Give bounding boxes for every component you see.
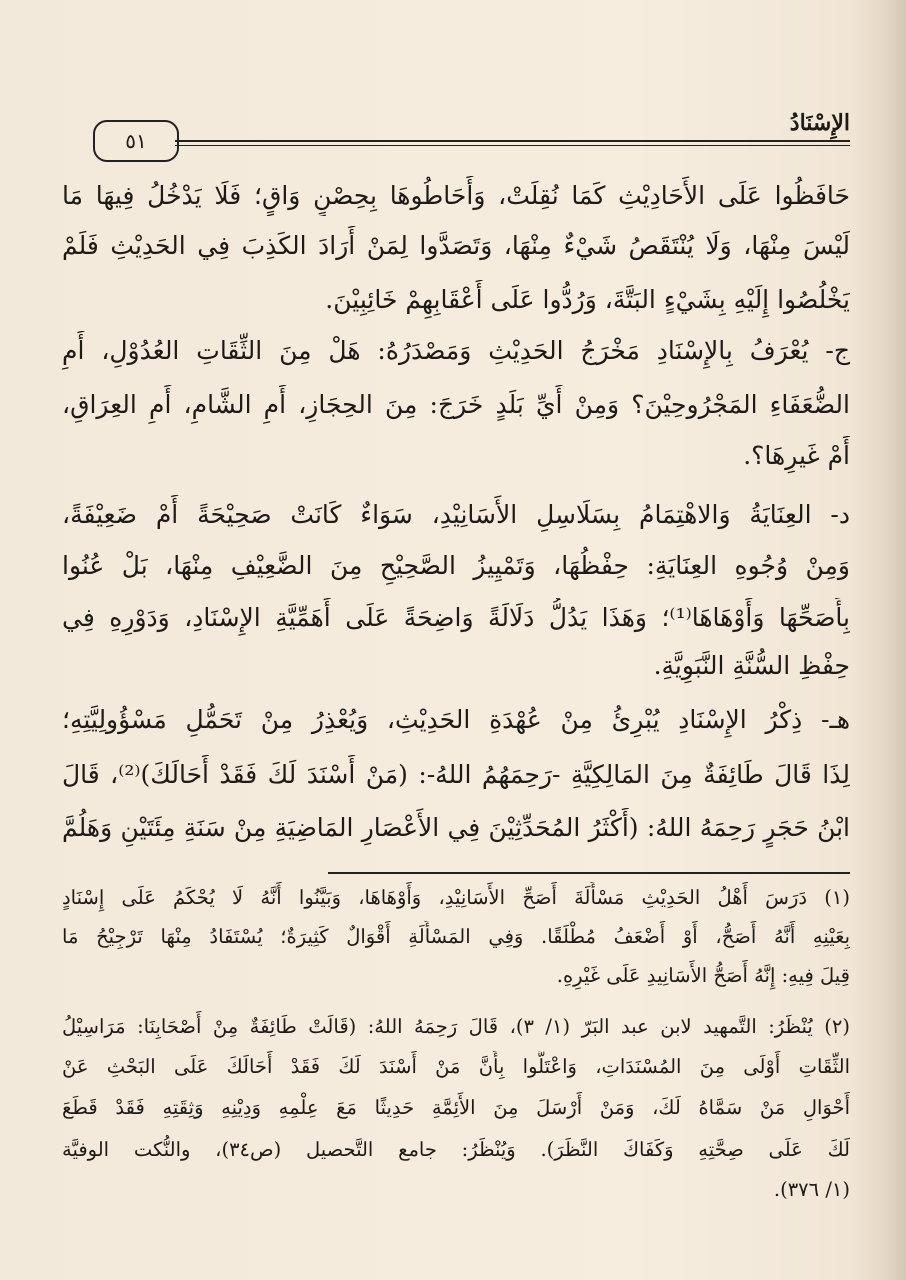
- text-line: د- العِنَايَةُ وَالاهْتِمَامُ بِسَلَاسِلِ الأَسَانِيْدِ، سَوَاءٌ كَانَتْ صَحِيْحَةً أَمْ ضَعِيْفَةً،: [62, 500, 850, 529]
- footnote-line: أَحْوَالِ مَنْ سَمَّاهُ لَكَ، وَمَنْ أَرْسَلَ مِنَ الأَئِمَّةِ حَدِيثًا مَعَ عِلْمِهِ وَدِيْنِهِ وَثِقَتِهِ فَقَدْ قَطَعَ: [62, 1096, 850, 1119]
- footnote-line: (٢) يُنْظَرُ: التَّمهيد لابن عبد البَرّ (١/ ٣)، قَالَ رَحِمَهُ اللهُ: (قَالَتْ طَائِفَةٌ مِنْ أَصْحَابِنَا: مَرَاسِيْلُ: [62, 1015, 850, 1038]
- footnote-separator: [328, 872, 850, 874]
- header-rule: [175, 140, 850, 146]
- text-line: هـ- ذِكْرُ الإِسْنَادِ يُبْرِئُ مِنْ عُهْدَةِ الحَدِيْثِ، وَيُعْذِرُ مِنْ تَحَمُّلِ مَسْؤُولِيَّتِهِ؛: [62, 705, 850, 734]
- footnote-line: (١) دَرَسَ أَهْلُ الحَدِيْثِ مَسْأَلَةَ أَصَحِّ الأَسَانِيْدِ، وَأَوْهَاهَا، وَبَيَّنُوا أَنَّهُ لَا يُحْكَمُ عَلَى إِسْنَادٍ: [62, 886, 850, 909]
- page-number: ٥١: [125, 129, 147, 153]
- text-line: لِذَا قَالَ طَائِفَةٌ مِنَ المَالِكِيَّةِ -رَحِمَهُمُ اللهُ-: (مَنْ أَسْنَدَ لَكَ فَقَدْ أَحَالَكَ)⁽²⁾، قَالَ: [62, 760, 850, 789]
- footnote-line: لَكَ عَلَى صِحَّتِهِ وَكَفَاكَ النَّظَرَ). وَيُنْظَرُ: جامع التَّحصيل (ص٣٤)، والنُّكت الوفيَّة: [62, 1138, 850, 1161]
- footnote-line: قِيلَ فِيهِ: إِنَّهُ أَصَحُّ الأَسَانِيدِ عَلَى غَيْرِهِ.: [556, 964, 850, 987]
- text-line: ج- يُعْرَفُ بِالإِسْنَادِ مَخْرَجُ الحَدِيْثِ وَمَصْدَرُهُ: هَلْ مِنَ الثِّقَاتِ العُدُوْلِ، أَمِ: [62, 336, 850, 365]
- text-line: أَمْ غَيرِهَا؟.: [743, 441, 850, 470]
- footnote-line: بِعَيْنِهِ أَنَّهُ أَصَحُّ، أَوْ أَضْعَفُ مُطْلَقًا. وَفِي المَسْأَلَةِ أَقْوَالٌ كَثِيرَةٌ؛ يُسْتَفَادُ مِنْهَا تَرْجِيْحُ مَا: [62, 925, 850, 948]
- footnote-line: الثِّقَاتِ أَوْلَى مِنَ المُسْنَدَاتِ، وَاعْتَلُّوا بِأَنَّ مَنْ أَسْنَدَ لَكَ فَقَدْ أَحَالَكَ عَلَى البَحْثِ عَنْ: [62, 1055, 850, 1078]
- text-line: حِفْظِ السُّنَّةِ النَّبَوِيَّةِ.: [653, 651, 850, 680]
- text-line: يَخْلُصُوا إِلَيْهِ بِشَيْءٍ البَتَّةَ، وَرُدُّوا عَلَى أَعْقَابِهِمْ خَائِبِيْنَ.: [325, 285, 850, 314]
- text-line: لَيْسَ مِنْهَا، وَلَا يُنْتَقَصُ شَيْءٌ مِنْهَا، وَتَصَدَّوا لِمَنْ أَرَادَ الكَذِبَ فِي الحَدِيْثِ فَلَمْ: [62, 231, 850, 260]
- text-line: الضُّعَفَاءِ المَجْرُوحِيْنَ؟ وَمِنْ أَيِّ بَلَدٍ خَرَجَ: مِنَ الحِجَازِ، أَمِ الشَّامِ، أَمِ العِرَاقِ،: [62, 390, 850, 419]
- running-header-title: الإِسْنَادُ: [789, 110, 850, 136]
- text-line: حَافَظُوا عَلَى الأَحَادِيْثِ كَمَا نُقِلَتْ، وَأَحَاطُوهَا بِحِصْنٍ وَاقٍ؛ فَلَا يَدْخُلُ فِيهَا مَا: [62, 181, 850, 210]
- text-line: ابْنُ حَجَرٍ رَحِمَهُ اللهُ: (أَكْثَرُ المُحَدِّثِيْنَ فِي الأَعْصَارِ المَاضِيَةِ مِنْ سَنَةِ مِئَتَيْنِ وَهَلُمَّ: [62, 813, 850, 842]
- footnote-line: (١/ ٣٧٦).: [773, 1178, 850, 1201]
- text-line: بِأَصَحِّهَا وَأَوْهَاهَا⁽¹⁾؛ وَهَذَا يَدُلُّ دَلَالَةً وَاضِحَةً عَلَى أَهَمِّيَّةِ الإِسْنَادِ، وَدَوْرِهِ فِي: [62, 603, 850, 632]
- text-line: وَمِنْ وُجُوهِ العِنَايَةِ: حِفْظُهَا، وَتَمْيِيزُ الصَّحِيْحِ مِنَ الضَّعِيْفِ مِنْهَا، بَلْ عُنُوا: [62, 551, 850, 580]
- page-number-box: [93, 120, 179, 162]
